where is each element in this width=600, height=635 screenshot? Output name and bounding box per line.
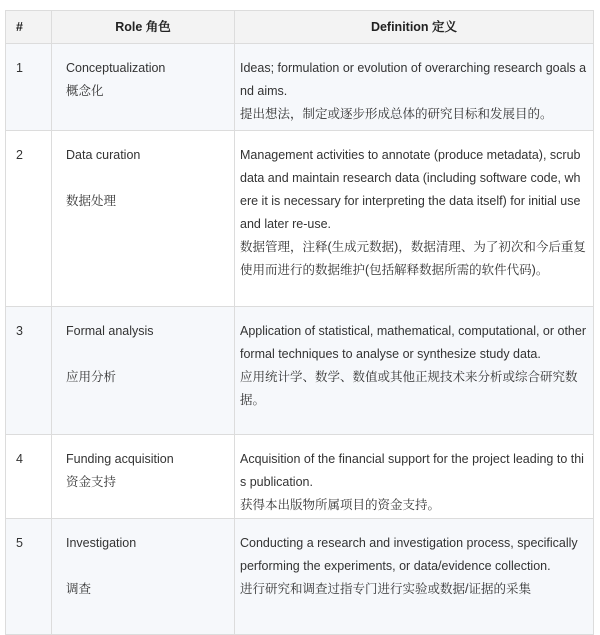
definition-zh: 提出想法，制定或逐步形成总体的研究目标和发展目的。	[240, 107, 553, 121]
row-num: 4	[6, 435, 52, 519]
contributor-roles-table	[5, 10, 594, 635]
definition-en: Conducting a research and investigation process, specifically performing the experiments, or data/evidence collection.	[240, 536, 578, 573]
role-en: Formal analysis	[66, 324, 154, 338]
definition-zh: 应用统计学、数学、数值或其他正规技术来分析或综合研究数据。	[240, 370, 578, 407]
definition-cell	[235, 44, 594, 131]
row-num: 1	[6, 44, 52, 131]
spacer	[66, 555, 234, 578]
definition-cell	[235, 131, 594, 307]
role-cell	[52, 44, 235, 131]
definition-cell	[235, 519, 594, 635]
table-row	[6, 519, 594, 635]
role-cell	[52, 131, 235, 307]
definition-en: Acquisition of the financial support for the project leading to this publication.	[240, 452, 584, 489]
table-row	[6, 307, 594, 435]
spacer	[66, 343, 234, 366]
role-cell	[52, 519, 235, 635]
header-num: #	[6, 11, 52, 44]
role-en: Conceptualization	[66, 61, 166, 75]
role-en: Data curation	[66, 148, 141, 162]
definition-zh: 数据管理，注释(生成元数据)，数据清理、为了初次和今后重复使用而进行的数据维护(包括解释数据所需的软件代码)。	[240, 240, 586, 277]
definition-cell	[235, 435, 594, 519]
row-num: 3	[6, 307, 52, 435]
header-definition: Definition 定义	[235, 11, 594, 44]
row-num: 5	[6, 519, 52, 635]
table-row	[6, 435, 594, 519]
role-en: Funding acquisition	[66, 452, 174, 466]
table-row	[6, 131, 594, 307]
role-cell	[52, 307, 235, 435]
table-row	[6, 44, 594, 131]
spacer	[66, 167, 234, 190]
definition-cell	[235, 307, 594, 435]
definition-zh: 获得本出版物所属项目的资金支持。	[240, 498, 441, 512]
role-zh: 应用分析	[66, 370, 117, 384]
definition-en: Ideas; formulation or evolution of overarching research goals and aims.	[240, 61, 587, 98]
definition-en: Management activities to annotate (produce metadata), scrub data and maintain research data (including software code, where it is necessary for interpreting the data itself) for initial use and later re-use.	[240, 148, 581, 231]
role-en: Investigation	[66, 536, 137, 550]
role-zh: 调查	[66, 582, 92, 596]
role-cell	[52, 435, 235, 519]
role-zh: 概念化	[66, 84, 104, 98]
table-header-row	[6, 11, 594, 44]
row-num: 2	[6, 131, 52, 307]
definition-zh: 进行研究和调查过指专门进行实验或数据/证据的采集	[240, 582, 531, 596]
header-role: Role 角色	[52, 11, 235, 44]
role-zh: 数据处理	[66, 194, 117, 208]
definition-en: Application of statistical, mathematical, computational, or other formal techniques to analyse or synthesize study data.	[240, 324, 587, 361]
role-zh: 资金支持	[66, 475, 117, 489]
